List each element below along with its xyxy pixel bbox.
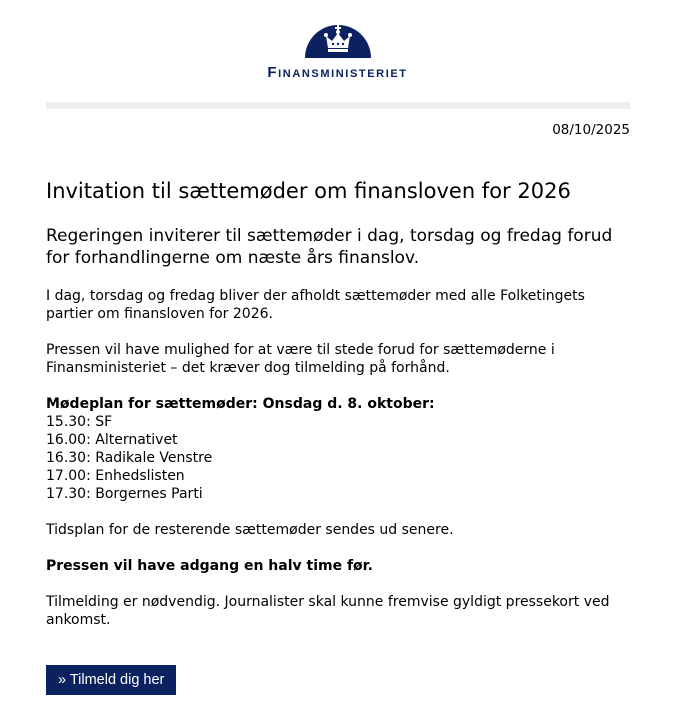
paragraph: Tilmelding er nødvendig. Journalister skal kunne fremvise gyldigt pressekort ved ankomst. — [46, 594, 610, 628]
paragraph: I dag, torsdag og fredag bliver der afholdt sættemøder med alle Folketingets partier om finansloven for 2026. — [46, 288, 585, 322]
publish-date: 08/10/2025 — [552, 122, 630, 138]
schedule-item: 16.00: Alternativet — [46, 432, 178, 448]
crown-emblem-icon — [303, 22, 373, 58]
header-divider — [46, 102, 630, 109]
schedule-item: 16.30: Radikale Venstre — [46, 450, 213, 466]
schedule-item: 17.30: Borgernes Parti — [46, 486, 203, 502]
schedule-item: 15.30: SF — [46, 414, 113, 430]
paragraph: Tidsplan for de resterende sættemøder sendes ud senere. — [46, 522, 454, 538]
article-lead: Regeringen inviterer til sættemøder i dag, torsdag og fredag forud for forhandlingerne om næste års finanslov. — [46, 226, 613, 268]
register-button[interactable]: » Tilmeld dig her — [46, 665, 176, 695]
ministry-logo — [0, 22, 675, 81]
schedule-heading: Mødeplan for sættemøder: Onsdag d. 8. oktober: — [46, 396, 435, 412]
schedule-item: 17.00: Enhedslisten — [46, 468, 185, 484]
logo-wordmark: Finansministeriet — [267, 64, 408, 81]
press-note: Pressen vil have adgang en halv time før. — [46, 558, 373, 574]
article-body — [46, 287, 636, 629]
article-title: Invitation til sættemøder om finansloven for 2026 — [46, 179, 571, 203]
paragraph: Pressen vil have mulighed for at være til stede forud for sættemøderne i Finansministeriet – det kræver dog tilmelding på forhånd. — [46, 342, 555, 376]
